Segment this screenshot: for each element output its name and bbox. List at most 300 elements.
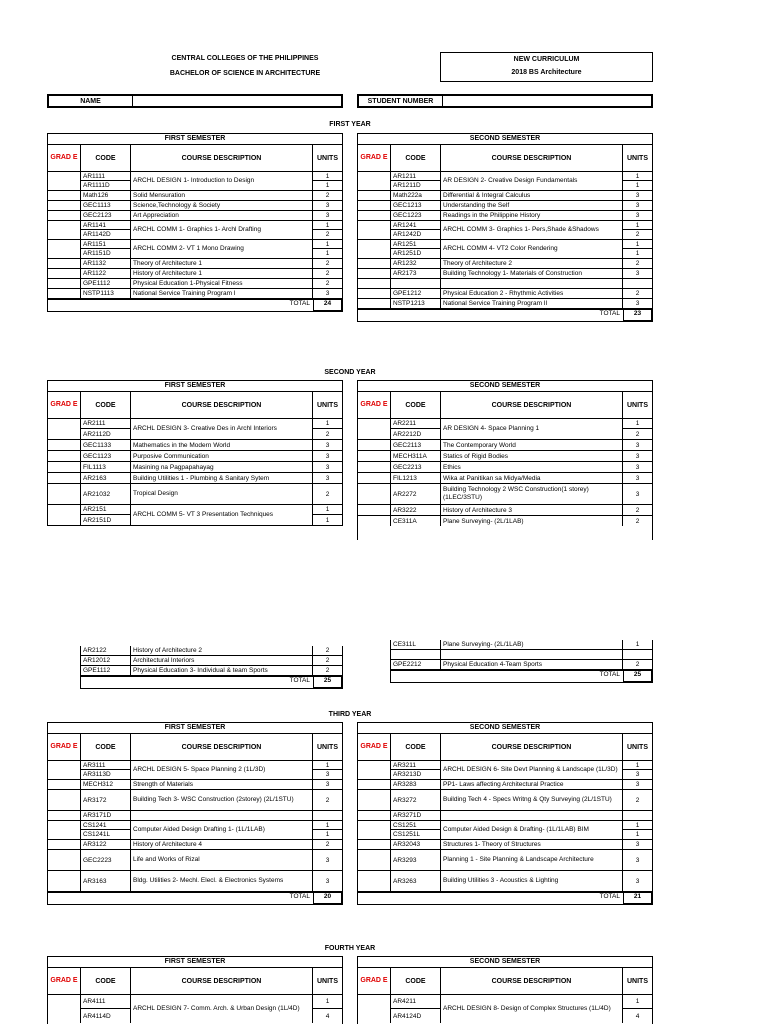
units-column-header: UNITS: [627, 977, 648, 985]
course-code: MECH312: [83, 781, 113, 788]
grade-cell[interactable]: [48, 505, 81, 525]
course-units: 3: [635, 474, 640, 482]
grade-cell[interactable]: [358, 790, 391, 810]
grade-cell[interactable]: [48, 201, 81, 210]
course-description: Building Technology 2 WSC Construction(1 storey) (1LEC/3STU): [441, 484, 623, 504]
column-headers: [48, 392, 342, 419]
course-code-cell: [81, 462, 131, 472]
code-column-header: CODE: [81, 734, 131, 760]
course-code-cell: [391, 419, 441, 439]
semester-title: FIRST SEMESTER: [48, 134, 342, 145]
name-field[interactable]: [133, 96, 341, 106]
second-year-first-semester-continued: [80, 646, 343, 689]
units-cell: [313, 850, 342, 870]
course-units: 2: [325, 280, 330, 287]
course-code: AR3213D: [393, 771, 422, 778]
units-cell: [623, 473, 652, 483]
grade-cell[interactable]: [358, 259, 391, 268]
course-description: ARCHL COMM 4- VT2 Color Rendering: [441, 240, 623, 258]
units-cell: [313, 761, 342, 779]
grade-cell[interactable]: [48, 840, 81, 849]
college-name: CENTRAL COLLEGES OF THE PHILIPPINES: [171, 55, 319, 62]
course-code: AR2272: [393, 490, 417, 498]
course-units: 3: [635, 771, 640, 778]
grade-cell[interactable]: [358, 995, 391, 1023]
units-cell: [313, 473, 342, 483]
course-code: AR2122: [83, 647, 107, 654]
course-units: 1: [623, 821, 652, 830]
course-units: 3: [325, 452, 330, 460]
course-code: AR3113D: [83, 771, 111, 778]
course-row: [48, 419, 342, 440]
course-row: [358, 440, 652, 451]
course-code-cell: [81, 269, 131, 278]
course-units: 2: [635, 430, 640, 438]
course-code-cell: [391, 821, 441, 839]
course-code: GEC1113: [83, 202, 111, 209]
course-code-cell: [81, 279, 131, 288]
grade-cell[interactable]: [358, 484, 391, 504]
course-description: Tropical Design: [131, 484, 313, 504]
course-row: [391, 650, 652, 660]
course-code: Math126: [83, 192, 109, 199]
units-cell: [623, 279, 652, 288]
course-code-cell: [391, 259, 441, 268]
course-row: [391, 640, 652, 650]
course-code-cell: [81, 811, 131, 820]
course-description: AR DESIGN 2- Creative Design Fundamentals: [441, 172, 623, 190]
grade-cell[interactable]: [358, 516, 391, 526]
course-row: [48, 221, 342, 240]
course-row: [358, 240, 652, 259]
units-cell: [313, 269, 342, 278]
total-label: TOTAL: [289, 677, 310, 684]
course-description: [131, 811, 313, 820]
course-code: AR2211: [391, 419, 440, 429]
course-description: Plane Surveying- (2L/1LAB): [441, 640, 623, 649]
student-number-field[interactable]: [443, 96, 651, 106]
grade-cell[interactable]: [358, 419, 391, 439]
course-code-cell: [391, 660, 441, 669]
course-description: ARCHL DESIGN 7- Comm. Arch. & Urban Design (1L/4D): [131, 995, 313, 1023]
course-code: GEC2223: [83, 856, 112, 864]
course-description: Plane Surveying- (2L/1LAB): [441, 516, 623, 526]
course-description: ARCHL DESIGN 1- Introduction to Design: [131, 172, 313, 190]
course-row: [358, 761, 652, 780]
course-units: 3: [635, 212, 640, 219]
course-description: History of Architecture 4: [131, 840, 313, 849]
course-code: AR1211D: [393, 182, 421, 189]
course-units: 2: [635, 231, 640, 238]
course-description: ARCHL COMM 5- VT 3 Presentation Techniques: [131, 505, 313, 525]
course-code: CS1241: [81, 821, 130, 830]
course-code: AR21032: [83, 490, 111, 498]
course-code-cell: [391, 640, 441, 649]
course-row: [391, 660, 652, 670]
grade-column-header: GRAD E: [358, 145, 391, 171]
course-row: [48, 279, 342, 289]
course-row: [358, 811, 652, 821]
grade-cell[interactable]: [48, 259, 81, 268]
course-code-cell: [81, 211, 131, 220]
course-row: [358, 211, 652, 221]
units-cell: [623, 871, 652, 891]
total-row: [48, 299, 342, 311]
grade-cell[interactable]: [358, 289, 391, 298]
course-code-cell: [81, 221, 131, 239]
grade-cell[interactable]: [48, 240, 81, 258]
course-row: [358, 840, 652, 850]
grade-cell[interactable]: [358, 473, 391, 483]
units-cell: [623, 451, 652, 461]
course-row: [358, 995, 652, 1023]
course-row: [358, 201, 652, 211]
course-description: History of Architecture 2: [131, 646, 313, 655]
course-description: Structures 1- Theory of Structures: [441, 840, 623, 849]
second-year-second-semester: [357, 380, 653, 540]
units-cell: [623, 660, 652, 669]
course-code: MECH311A: [393, 452, 427, 460]
course-code-cell: [81, 172, 131, 190]
grade-cell[interactable]: [358, 172, 391, 190]
course-units: 1: [313, 221, 342, 230]
grade-cell[interactable]: [48, 780, 81, 789]
course-units: 1: [325, 831, 330, 838]
first-year-first-semester: [47, 133, 343, 312]
course-row: [358, 462, 652, 473]
curriculum-line1: NEW CURRICULUM: [513, 56, 580, 63]
code-column-header: CODE: [391, 968, 441, 994]
course-code-cell: [81, 259, 131, 268]
course-code: AR3271D: [393, 812, 422, 819]
total-units: 24: [313, 300, 342, 311]
grade-cell[interactable]: [358, 440, 391, 450]
course-code: AR3122: [83, 841, 107, 848]
course-units: 1: [325, 182, 330, 189]
course-description: Building Technology 1- Materials of Construction: [441, 269, 623, 278]
course-code: AR1141: [81, 221, 130, 230]
units-cell: [623, 780, 652, 789]
course-description: Ethics: [441, 462, 623, 472]
grade-cell[interactable]: [358, 871, 391, 891]
units-cell: [623, 269, 652, 278]
grade-cell[interactable]: [358, 850, 391, 870]
program-name: BACHELOR OF SCIENCE IN ARCHITECTURE: [169, 70, 321, 77]
course-code: AR1111D: [83, 182, 110, 189]
grade-cell[interactable]: [358, 240, 391, 258]
grade-cell[interactable]: [358, 811, 391, 820]
course-units: 1: [313, 761, 342, 770]
grade-cell[interactable]: [48, 211, 81, 220]
units-cell: [313, 259, 342, 268]
course-code-cell: [391, 289, 441, 298]
course-row: [358, 850, 652, 871]
grade-cell[interactable]: [358, 780, 391, 789]
grade-cell[interactable]: [358, 451, 391, 461]
course-row: [358, 484, 652, 505]
course-code: GEC1213: [393, 202, 422, 209]
course-units: 1: [313, 505, 342, 515]
grade-cell[interactable]: [358, 761, 391, 779]
course-code-cell: [391, 473, 441, 483]
course-row: [358, 221, 652, 240]
course-units: 2: [635, 506, 640, 514]
grade-cell[interactable]: [358, 211, 391, 220]
grade-cell[interactable]: [48, 790, 81, 810]
course-units: [623, 279, 652, 288]
course-description: The Contemporary World: [441, 440, 623, 450]
course-code-cell: [81, 666, 131, 675]
description-column-header: COURSE DESCRIPTION: [131, 968, 313, 994]
course-code: AR3222: [393, 506, 417, 514]
year-title-second: SECOND YEAR: [324, 369, 376, 376]
units-cell: [623, 790, 652, 810]
semester-title: FIRST SEMESTER: [48, 381, 342, 392]
grade-cell[interactable]: [48, 850, 81, 870]
units-cell: [313, 505, 342, 525]
units-cell: [623, 850, 652, 870]
grade-column-header: GRAD E: [48, 145, 81, 171]
grade-cell[interactable]: [48, 473, 81, 483]
units-cell: [313, 646, 342, 655]
semester-title: FIRST SEMESTER: [48, 957, 342, 968]
course-row: [48, 821, 342, 840]
course-description: Theory of Architecture 2: [441, 259, 623, 268]
course-row: [358, 473, 652, 484]
units-cell: [623, 484, 652, 504]
grade-cell[interactable]: [358, 191, 391, 200]
course-description: Physical Education 3- Individual & team Sports: [131, 666, 313, 675]
units-cell: [623, 299, 652, 308]
curriculum-box: [440, 52, 653, 82]
column-headers: [358, 145, 652, 172]
grade-cell[interactable]: [358, 299, 391, 308]
grade-cell[interactable]: [358, 505, 391, 515]
course-units: 2: [325, 490, 330, 498]
course-units: 4: [325, 1012, 330, 1020]
course-code-cell: [81, 840, 131, 849]
units-cell: [623, 505, 652, 515]
course-code-cell: [391, 201, 441, 210]
course-code-cell: [391, 440, 441, 450]
course-units: 3: [325, 463, 330, 471]
course-code: GPE1112: [83, 667, 111, 674]
grade-cell[interactable]: [48, 221, 81, 239]
course-code-cell: [81, 761, 131, 779]
grade-column-header: GRAD E: [358, 734, 391, 760]
course-code: GEC1123: [83, 452, 112, 460]
grade-cell[interactable]: [48, 995, 81, 1023]
units-cell: [623, 821, 652, 839]
course-description: AR DESIGN 4- Space Planning 1: [441, 419, 623, 439]
curriculum-line2: 2018 BS Architecture: [511, 69, 582, 76]
units-cell: [623, 289, 652, 298]
course-units: [313, 811, 342, 820]
course-code-cell: [391, 269, 441, 278]
course-units: 3: [325, 771, 330, 778]
course-code: AR1122: [83, 270, 107, 277]
course-description: Building Utilities 3 - Acoustics & Lighting: [441, 871, 623, 891]
total-units: 25: [313, 677, 342, 688]
course-code-cell: [391, 505, 441, 515]
code-column-header: CODE: [81, 968, 131, 994]
course-code-cell: [391, 191, 441, 200]
course-description: National Service Training Program II: [441, 299, 623, 308]
course-row: [48, 172, 342, 191]
grade-cell[interactable]: [358, 840, 391, 849]
course-code: GEC1223: [393, 212, 422, 219]
year-title-fourth: FOURTH YEAR: [324, 945, 376, 952]
total-label: TOTAL: [289, 893, 310, 900]
course-code-cell: [81, 440, 131, 450]
column-headers: [48, 734, 342, 761]
grade-cell[interactable]: [48, 811, 81, 820]
course-code-cell: [391, 850, 441, 870]
grade-cell[interactable]: [48, 279, 81, 288]
total-units: 23: [623, 310, 652, 321]
grade-column-header: GRAD E: [48, 734, 81, 760]
course-code: AR12012: [83, 657, 111, 664]
course-units: 3: [325, 202, 330, 209]
course-row: [48, 289, 342, 299]
grade-cell[interactable]: [48, 269, 81, 278]
course-units: [623, 650, 652, 659]
units-cell: [623, 211, 652, 220]
grade-cell[interactable]: [48, 871, 81, 891]
units-column-header: UNITS: [627, 401, 648, 409]
course-code-cell: [81, 451, 131, 461]
course-code: AR3111: [81, 761, 130, 770]
units-cell: [313, 172, 342, 190]
units-cell: [313, 221, 342, 239]
course-units: 2: [325, 657, 330, 664]
units-cell: [623, 221, 652, 239]
course-code-cell: [81, 821, 131, 839]
course-units: 1: [623, 240, 652, 249]
course-units: 1: [623, 221, 652, 230]
student-number-row: [357, 94, 653, 108]
course-units: 3: [635, 202, 640, 209]
course-row: [358, 259, 652, 269]
fourth-year-second-semester: [357, 956, 653, 1024]
grade-cell[interactable]: [48, 462, 81, 472]
course-units: 1: [325, 516, 330, 524]
course-code-cell: [81, 646, 131, 655]
course-units: 2: [325, 796, 330, 804]
course-code-cell: [391, 761, 441, 779]
grade-cell[interactable]: [358, 201, 391, 210]
course-description: Mathematics in the Modern World: [131, 440, 313, 450]
course-code: AR3293: [393, 856, 417, 864]
course-units: 1: [313, 419, 342, 429]
course-row: [48, 790, 342, 811]
grade-cell[interactable]: [48, 172, 81, 190]
course-code: CS1251: [391, 821, 440, 830]
grade-cell[interactable]: [48, 440, 81, 450]
units-cell: [623, 240, 652, 258]
code-column-header: CODE: [391, 392, 441, 418]
course-row: [48, 211, 342, 221]
grade-cell[interactable]: [48, 289, 81, 298]
grade-cell[interactable]: [48, 484, 81, 504]
grade-cell[interactable]: [358, 279, 391, 288]
course-code: CE311L: [393, 641, 417, 648]
course-row: [358, 419, 652, 440]
course-description: Planning 1 - Site Planning & Landscape Architecture: [441, 850, 623, 870]
course-description: Art Appreciation: [131, 211, 313, 220]
course-units: 1: [313, 821, 342, 830]
course-row: [48, 240, 342, 259]
course-description: Architectural Interiors: [131, 656, 313, 665]
course-description: Readings in the Philippine History: [441, 211, 623, 220]
course-description: ARCHL DESIGN 6- Site Devt Planning & Landscape (1L/3D): [441, 761, 623, 779]
units-cell: [623, 995, 652, 1023]
course-row: [48, 462, 342, 473]
description-column-header: COURSE DESCRIPTION: [131, 145, 313, 171]
grade-cell[interactable]: [48, 761, 81, 779]
course-row: [358, 790, 652, 811]
total-row: [358, 892, 652, 904]
grade-column-header: GRAD E: [358, 392, 391, 418]
course-code: AR1142D: [83, 231, 111, 238]
course-description: Physical Education 1-Physical Fitness: [131, 279, 313, 288]
course-row: [358, 289, 652, 299]
course-code: GEC2113: [393, 441, 422, 449]
course-units: 2: [635, 517, 640, 525]
course-code-cell: [391, 211, 441, 220]
course-row: [48, 484, 342, 505]
description-column-header: COURSE DESCRIPTION: [131, 734, 313, 760]
semester-title: SECOND SEMESTER: [358, 723, 652, 734]
units-cell: [313, 462, 342, 472]
course-code: [391, 279, 440, 288]
grade-cell[interactable]: [48, 451, 81, 461]
course-description: Building Tech 3- WSC Construction (2storey) (2L/1STU): [131, 790, 313, 810]
grade-cell[interactable]: [358, 269, 391, 278]
grade-cell[interactable]: [358, 462, 391, 472]
course-units: 1: [325, 250, 330, 257]
units-cell: [313, 840, 342, 849]
course-code: AR1151: [81, 240, 130, 249]
course-row: [48, 871, 342, 892]
course-description: Life and Works of Rizal: [131, 850, 313, 870]
grade-cell[interactable]: [48, 191, 81, 200]
course-code: AR2151: [81, 505, 130, 515]
course-row: [48, 780, 342, 790]
course-description: Masining na Pagpapahayag: [131, 462, 313, 472]
course-code-cell: [391, 995, 441, 1023]
units-column-header: UNITS: [317, 154, 338, 162]
grade-cell[interactable]: [48, 821, 81, 839]
semester-title: SECOND SEMESTER: [358, 957, 652, 968]
grade-cell[interactable]: [48, 419, 81, 439]
course-code-cell: [81, 289, 131, 298]
units-cell: [313, 656, 342, 665]
grade-cell[interactable]: [358, 221, 391, 239]
units-cell: [623, 761, 652, 779]
course-code: GEC2123: [83, 212, 112, 219]
units-cell: [313, 279, 342, 288]
course-description: Understanding the Self: [441, 201, 623, 210]
course-row: [48, 440, 342, 451]
grade-cell[interactable]: [358, 821, 391, 839]
course-row: [358, 516, 652, 526]
total-row: [81, 676, 342, 688]
course-description: Strength of Materials: [131, 780, 313, 789]
course-code: CS1241L: [83, 831, 111, 838]
course-units: 3: [325, 290, 330, 297]
units-cell: [623, 811, 652, 820]
